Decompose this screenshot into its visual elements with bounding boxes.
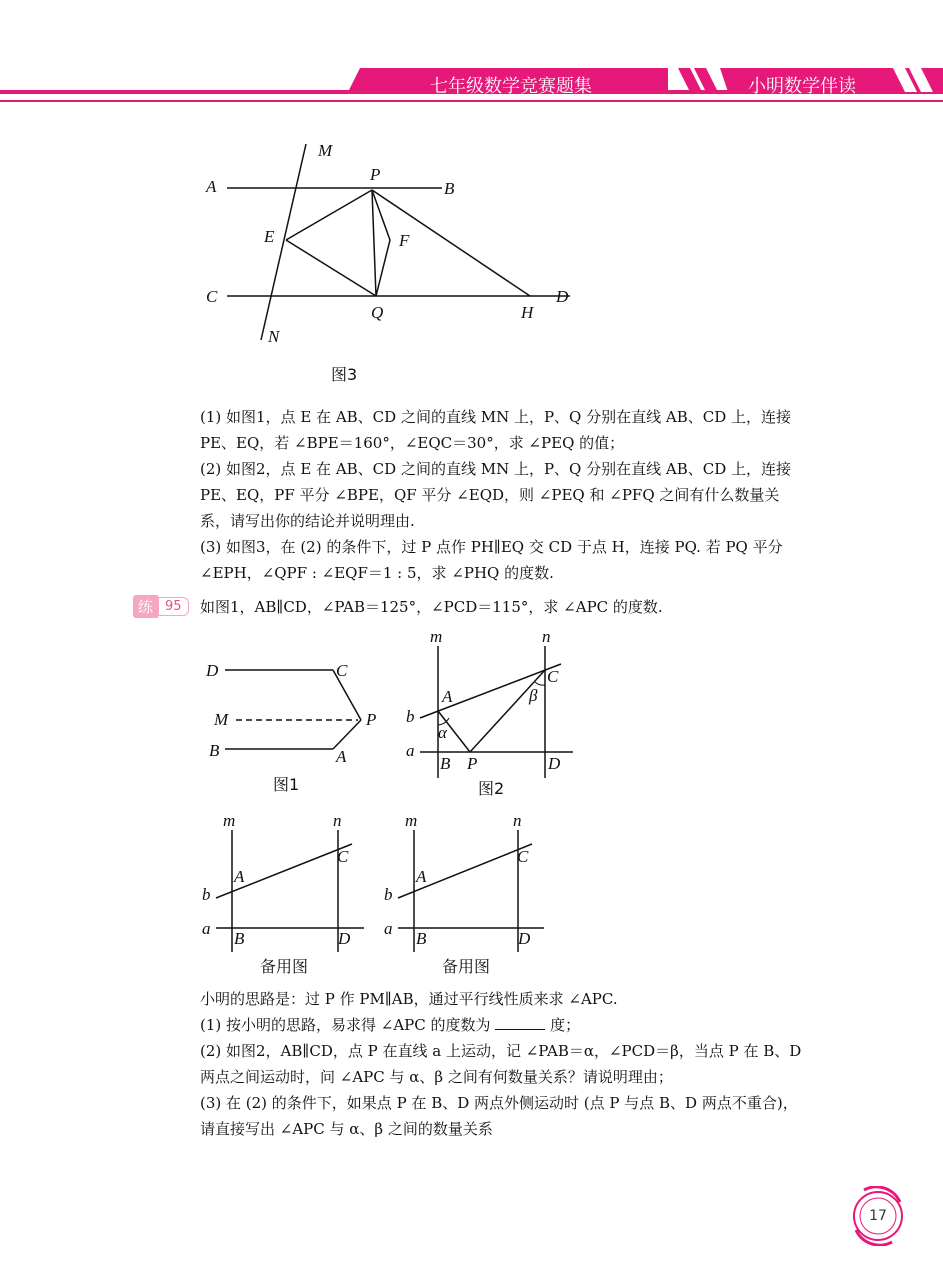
fig2-label-beta: β (529, 686, 538, 705)
q2-line1: (2) 如图2，AB∥CD，点 P 在直线 a 上运动，记 ∠PAB＝α，∠PCD＝β，当点 P 在 B、D (200, 1042, 802, 1060)
label-C: C (206, 287, 218, 306)
part3-line2: ∠EPH，∠QPF : ∠EQF＝1 : 5，求 ∠PHQ 的度数. (200, 564, 554, 582)
series-title: 小明数学伴读 (748, 76, 856, 97)
page-number-badge (848, 1186, 908, 1246)
fig2-label-B: B (440, 754, 451, 773)
exercise-questions (200, 986, 820, 1142)
label-A: A (206, 177, 217, 196)
label-Q: Q (371, 303, 384, 322)
spare-figure-right (378, 812, 558, 982)
fig1-caption: 图1 (273, 775, 300, 794)
q1-before: (1) 按小明的思路，易求得 ∠APC 的度数为 (200, 1016, 491, 1034)
label-N: N (268, 327, 280, 346)
figure-3-diagram (190, 130, 590, 390)
spareL-label-m: m (223, 811, 236, 830)
fig1-label-B: B (209, 741, 220, 760)
spareR-label-A: A (416, 867, 427, 886)
fig2-label-C: C (547, 667, 559, 686)
spareR-label-D: D (518, 929, 531, 948)
spareR-label-b: b (384, 885, 393, 904)
fig2-label-m: m (430, 627, 443, 646)
exercise-badge-label: 练 (133, 595, 158, 618)
part1-line2: PE、EQ，若 ∠BPE＝160°，∠EQC＝30°，求 ∠PEQ 的值； (200, 434, 625, 452)
part2-line1: (2) 如图2，点 E 在 AB、CD 之间的直线 MN 上，P、Q 分别在直线 AB、CD 上，连接 (200, 460, 792, 478)
q3-line1: (3) 在 (2) 的条件下，如果点 P 在 B、D 两点外侧运动时 (点 P 与点 B、D 两点不重合)， (200, 1094, 798, 1112)
exercise-figure-2 (398, 628, 588, 803)
page-number: 17 (869, 1208, 887, 1224)
label-F: F (399, 231, 410, 250)
exercise-badge-number: 95 (158, 597, 189, 616)
fig1-label-P: P (366, 710, 377, 729)
page-header (0, 0, 943, 110)
figure-3-caption: 图3 (331, 365, 358, 384)
spareL-label-D: D (338, 929, 351, 948)
part2-line3: 系，请写出你的结论并说明理由. (200, 512, 415, 530)
fig1-label-D: D (206, 661, 219, 680)
exercise-figure-1-diagram (200, 650, 390, 800)
exercise-badge (133, 594, 189, 618)
spareR-label-C: C (517, 847, 529, 866)
fig1-label-M: M (214, 710, 229, 729)
part1-line1: (1) 如图1，点 E 在 AB、CD 之间的直线 MN 上，P、Q 分别在直线 AB、CD 上，连接 (200, 408, 792, 426)
label-H: H (521, 303, 534, 322)
label-E: E (264, 227, 275, 246)
spareL-label-b: b (202, 885, 211, 904)
spare-figure-left-diagram (196, 812, 376, 982)
q3-line2: 请直接写出 ∠APC 与 α、β 之间的数量关系 (200, 1120, 493, 1138)
label-D: D (556, 287, 569, 306)
spareL-label-n: n (333, 811, 342, 830)
label-M: M (318, 141, 333, 160)
fig2-label-alpha: α (438, 723, 447, 742)
fig2-caption: 图2 (478, 779, 505, 798)
book-title: 七年级数学竞赛题集 (430, 76, 592, 97)
exercise-figure-1 (200, 650, 390, 800)
spareR-caption: 备用图 (442, 957, 491, 976)
spareL-caption: 备用图 (260, 957, 309, 976)
part2-line2: PE、EQ，PF 平分 ∠BPE，QF 平分 ∠EQD，则 ∠PEQ 和 ∠PFQ 之间有什么数量关 (200, 486, 780, 504)
spare-figure-left (196, 812, 376, 982)
fig2-label-b: b (406, 707, 415, 726)
spareL-label-C: C (337, 847, 349, 866)
answer-blank (495, 1015, 545, 1030)
exercise-statement: 如图1，AB∥CD，∠PAB＝125°，∠PCD＝115°，求 ∠APC 的度数. (200, 598, 663, 616)
spareR-label-B: B (416, 929, 427, 948)
figure-3 (190, 130, 590, 390)
spareR-label-a: a (384, 919, 393, 938)
spareL-label-a: a (202, 919, 211, 938)
exercise-figure-2-diagram (398, 628, 588, 803)
fig2-label-n: n (542, 627, 551, 646)
hint-line: 小明的思路是：过 P 作 PM∥AB，通过平行线性质来求 ∠APC. (200, 990, 618, 1008)
fig1-label-C: C (336, 661, 348, 680)
fig2-label-A: A (442, 687, 453, 706)
fig2-label-P: P (467, 754, 478, 773)
label-P: P (370, 165, 381, 184)
spareR-label-n: n (513, 811, 522, 830)
spareR-label-m: m (405, 811, 418, 830)
label-B: B (444, 179, 455, 198)
fig1-label-A: A (336, 747, 347, 766)
spareL-label-A: A (234, 867, 245, 886)
spare-figure-right-diagram (378, 812, 558, 982)
problem-text (200, 404, 820, 586)
part3-line1: (3) 如图3，在 (2) 的条件下，过 P 点作 PH∥EQ 交 CD 于点 H，连接 PQ. 若 PQ 平分 (200, 538, 783, 556)
q2-line2: 两点之间运动时，问 ∠APC 与 α、β 之间有何数量关系？请说明理由； (200, 1068, 673, 1086)
fig2-label-D: D (548, 754, 561, 773)
spareL-label-B: B (234, 929, 245, 948)
fig2-label-a: a (406, 741, 415, 760)
q1-after: 度； (550, 1016, 581, 1034)
q1-line (200, 1012, 820, 1038)
